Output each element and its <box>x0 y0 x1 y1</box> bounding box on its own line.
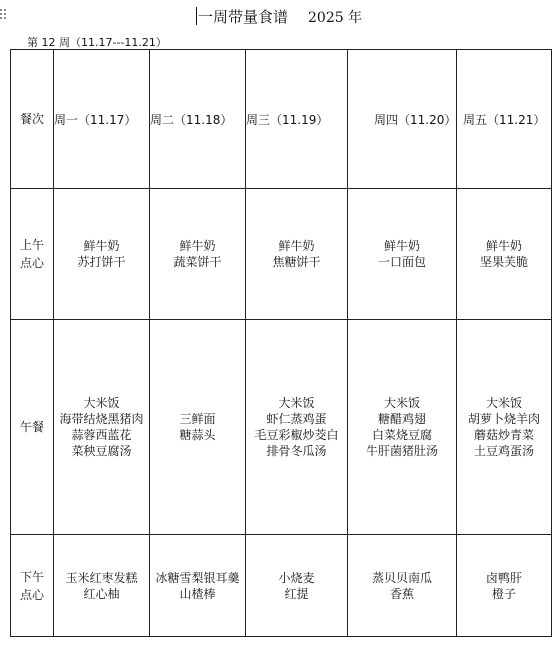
dish: 虾仁蒸鸡蛋 <box>266 412 327 426</box>
menu-cell <box>246 535 348 637</box>
menu-cell <box>348 189 457 320</box>
dish: 蔬菜饼干 <box>173 255 222 269</box>
dish: 鲜牛奶 <box>278 239 315 253</box>
dish: 冰糖雪梨银耳羹 <box>155 570 240 585</box>
dish: 白菜烧豆腐 <box>371 428 432 442</box>
dish: 大米饭 <box>278 396 315 410</box>
dish: 大米饭 <box>383 396 420 410</box>
corner-cell: 餐次 <box>11 50 54 189</box>
meal-label-lunch: 午餐 <box>11 320 54 535</box>
dish: 鲜牛奶 <box>83 239 120 253</box>
meal-table <box>10 49 552 637</box>
day-header: 周二（11.18） <box>150 50 246 189</box>
menu-cell <box>457 320 552 535</box>
dish: 蒸贝贝南瓜 <box>371 570 432 585</box>
dish: 海带结烧黑猪肉 <box>59 412 144 426</box>
dish: 糖醋鸡翅 <box>377 412 426 426</box>
menu-cell <box>54 189 150 320</box>
dish: 排骨冬瓜汤 <box>266 444 327 458</box>
day-header: 周三（11.19） <box>246 50 348 189</box>
dish: 大米饭 <box>83 396 120 410</box>
menu-cell <box>54 320 150 535</box>
label-line: 点心 <box>19 587 44 602</box>
dish: 玉米红枣发糕 <box>65 570 138 585</box>
dish: 山楂棒 <box>179 586 216 601</box>
dish: 鲜牛奶 <box>383 239 420 253</box>
label-line: 上午 <box>19 238 44 252</box>
menu-cell <box>457 189 552 320</box>
dish: 香蕉 <box>389 586 414 601</box>
dish: 土豆鸡蛋汤 <box>473 444 534 458</box>
dish: 三鲜面 <box>179 412 216 426</box>
menu-cell <box>457 535 552 637</box>
dish: 红心柚 <box>83 586 120 601</box>
dish: 菜秧豆腐汤 <box>71 444 132 458</box>
menu-cell <box>348 320 457 535</box>
day-header: 周一（11.17） <box>54 50 150 189</box>
dish: 苏打饼干 <box>77 255 126 269</box>
menu-cell <box>150 320 246 535</box>
dish: 鲜牛奶 <box>485 239 522 253</box>
meal-label-morning <box>11 189 54 320</box>
menu-cell <box>150 189 246 320</box>
dish: 坚果芙脆 <box>479 255 528 269</box>
text-cursor <box>196 7 197 25</box>
menu-cell <box>246 189 348 320</box>
title-text: 一周带量食谱 <box>198 8 289 26</box>
dish: 鲜牛奶 <box>179 239 216 253</box>
dish: 焦糖饼干 <box>272 255 321 269</box>
dish: 一口面包 <box>377 255 426 269</box>
menu-cell <box>54 535 150 637</box>
table-row-morning <box>11 189 552 320</box>
label-line: 点心 <box>19 256 44 270</box>
table-move-handle-icon[interactable] <box>0 9 10 23</box>
dish: 橙子 <box>491 586 516 601</box>
day-header: 周四（11.20） <box>348 50 457 189</box>
dish: 牛肝菌猪肚汤 <box>365 444 438 458</box>
table-header-row <box>11 50 552 189</box>
dish: 蘑菇炒青菜 <box>473 428 534 442</box>
dish: 胡萝卜烧羊肉 <box>467 412 540 426</box>
menu-cell <box>150 535 246 637</box>
week-label: 第 12 周（11.17---11.21） <box>27 36 167 49</box>
title-year: 2025 年 <box>308 10 363 26</box>
dish: 卤鸭肝 <box>485 570 522 585</box>
dish: 大米饭 <box>485 396 522 410</box>
meal-label-afternoon <box>11 535 54 637</box>
label-line: 下午 <box>19 569 44 584</box>
dish: 蒜蓉西蓝花 <box>71 428 132 442</box>
dish: 红提 <box>284 586 309 601</box>
day-header: 周五（11.21） <box>457 50 552 189</box>
menu-cell <box>348 535 457 637</box>
table-row-afternoon <box>11 535 552 637</box>
menu-cell <box>246 320 348 535</box>
page-title <box>196 6 362 27</box>
dish: 毛豆彩椒炒茭白 <box>254 428 339 442</box>
table-row-lunch <box>11 320 552 535</box>
dish: 小烧麦 <box>278 570 315 585</box>
dish: 糖蒜头 <box>179 428 216 442</box>
